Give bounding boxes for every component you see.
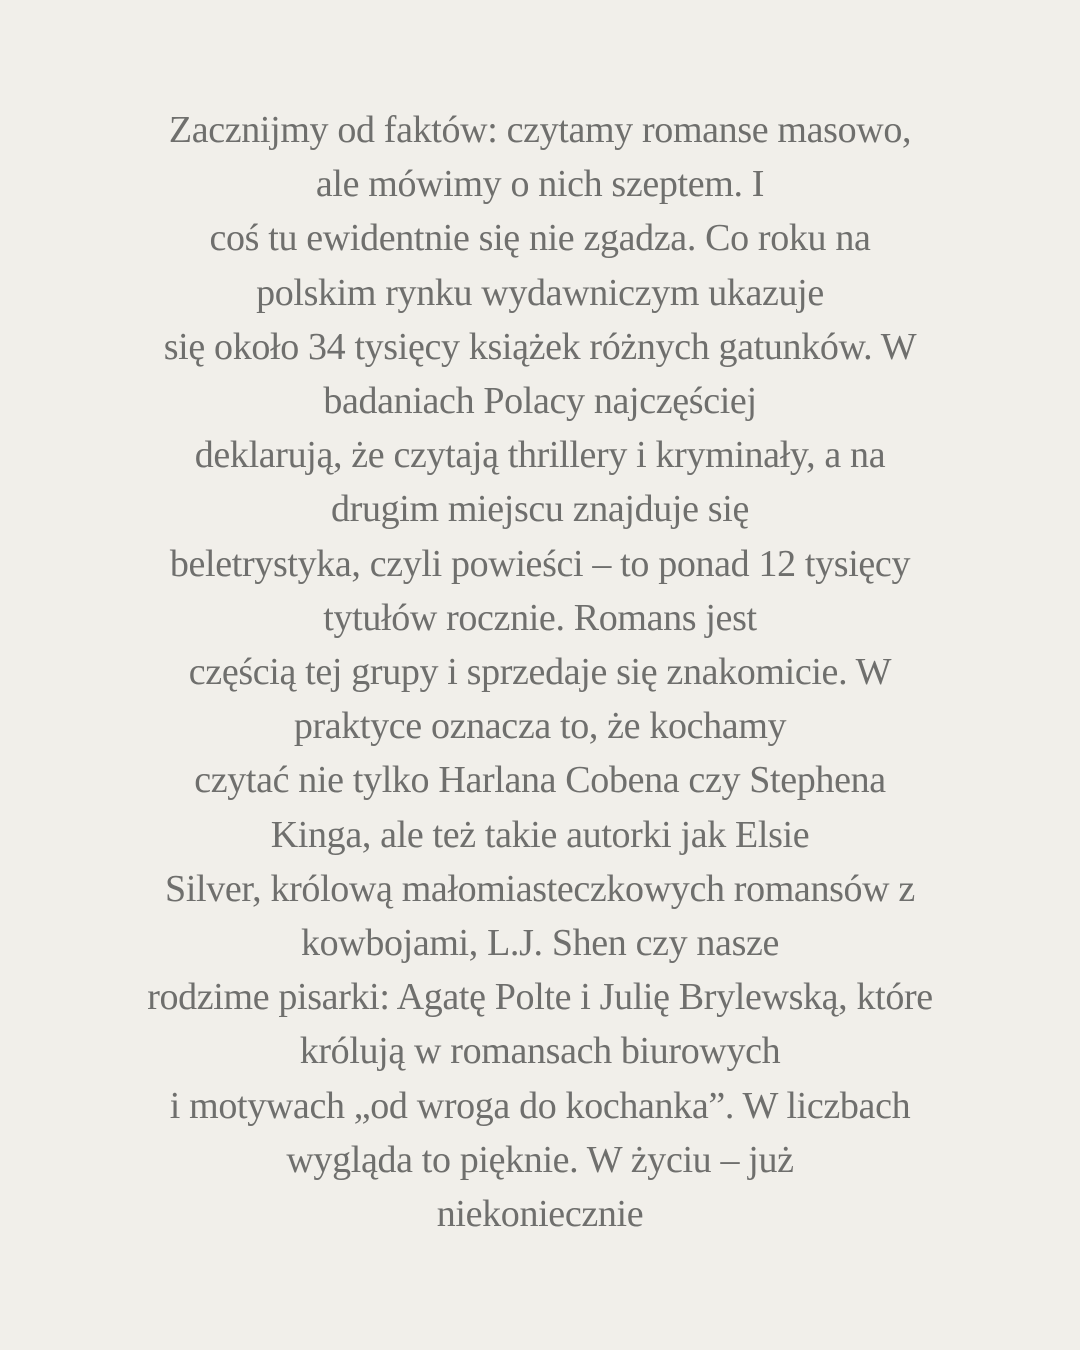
paragraph-line: praktyce oznacza to, że kochamy [293, 705, 787, 748]
paragraph-line: czytać nie tylko Harlana Cobena czy Stephena [194, 759, 886, 802]
paragraph-line: częścią tej grupy i sprzedaje się znakomicie. W [188, 651, 892, 694]
paragraph-line: Silver, królową małomiasteczkowych romansów z [165, 867, 915, 910]
paragraph-line: królują w romansach biurowych [299, 1030, 781, 1073]
paragraph-line: ale mówimy o nich szeptem. I [315, 163, 765, 206]
paragraph-line: Kinga, ale też takie autorki jak Elsie [270, 813, 810, 856]
paragraph-line: kowbojami, L.J. Shen czy nasze [300, 922, 780, 965]
paragraph-line: niekoniecznie [436, 1193, 644, 1236]
paragraph-line: się około 34 tysięcy książek różnych gatunków. W [163, 325, 917, 368]
paragraph-line: polskim rynku wydawniczym ukazuje [256, 271, 824, 314]
paragraph-line: deklarują, że czytają thrillery i kryminały, a na [194, 434, 886, 477]
paragraph-line: i motywach „od wroga do kochanka”. W liczbach [169, 1084, 911, 1127]
paragraph-line: beletrystyka, czyli powieści – to ponad 12 tysięcy [169, 542, 911, 585]
article-paragraph [0, 103, 1080, 1241]
paragraph-line: badaniach Polacy najczęściej [323, 380, 757, 423]
paragraph-line: drugim miejscu znajduje się [331, 488, 749, 531]
paragraph-line: tytułów rocznie. Romans jest [323, 596, 757, 639]
paragraph-line: wygląda to pięknie. W życiu – już [286, 1138, 794, 1181]
paragraph-line: Zacznijmy od faktów: czytamy romanse masowo, [168, 109, 912, 151]
paragraph-line: rodzime pisarki: Agatę Polte i Julię Brylewską, które [147, 976, 933, 1019]
paragraph-line: coś tu ewidentnie się nie zgadza. Co roku na [209, 217, 871, 260]
